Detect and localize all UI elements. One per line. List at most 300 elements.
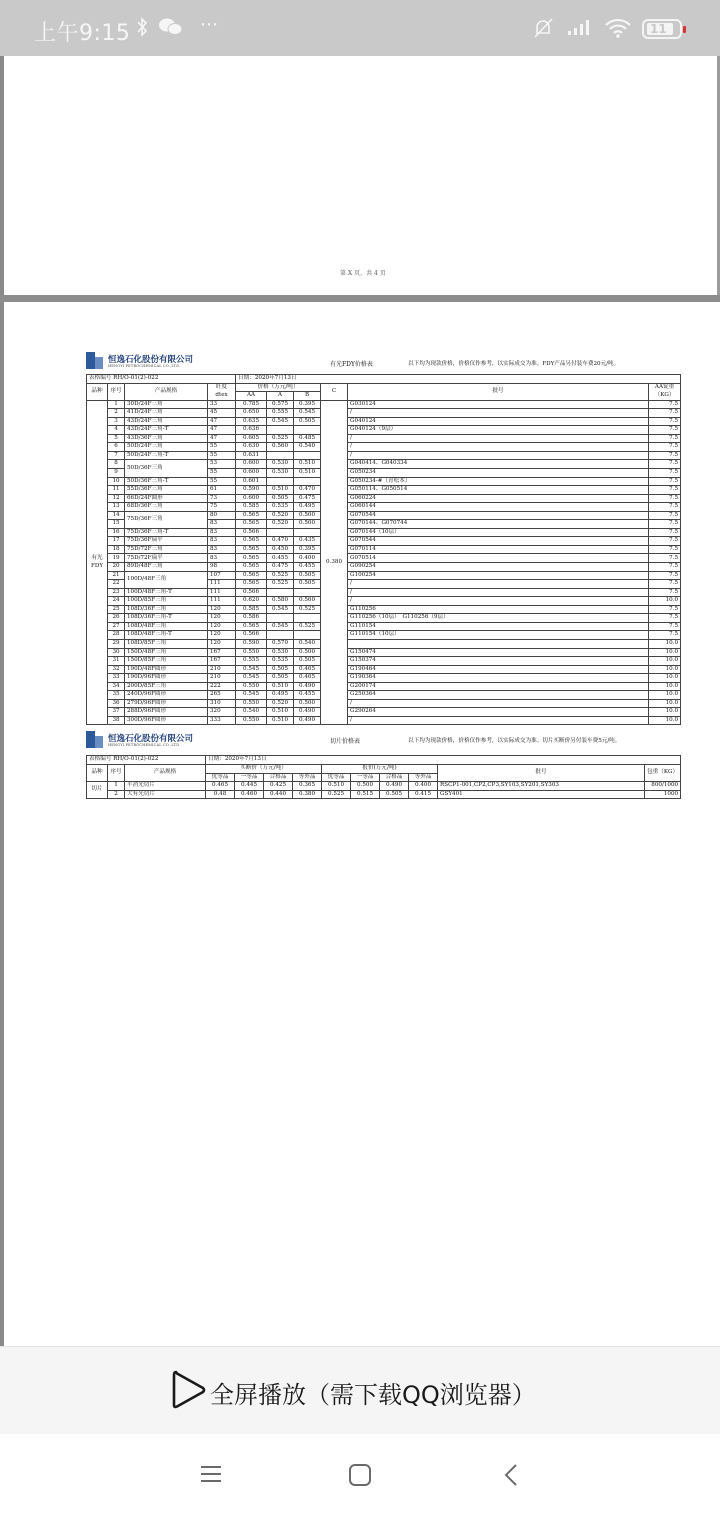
price-b-cell: 0.505 [294, 571, 321, 580]
fdy-note: 以下均为现款价格，价格仅作参考，以实际成交为准。FDY产品另付装车费20元/吨。 [408, 361, 620, 367]
batch-cell: / [348, 451, 649, 460]
price-aa-cell: 0.601 [236, 477, 267, 486]
battery-level: 11 [650, 22, 667, 36]
seq-cell: 21 [108, 571, 125, 580]
price-a-cell: 0.510 [267, 716, 294, 725]
price-b-cell [294, 631, 321, 640]
fdy-header [86, 352, 680, 374]
price-a-cell: 0.545 [267, 417, 294, 426]
price-b-cell: 0.485 [294, 434, 321, 443]
batch-cell: G070144、G070744 [348, 520, 649, 529]
spec-cell: 200D/85F三角 [125, 682, 208, 691]
price-aa-cell: 0.565 [236, 554, 267, 563]
seq-cell: 30 [108, 648, 125, 657]
price-b-cell: 0.500 [294, 699, 321, 708]
header-variety: 品种 [87, 764, 108, 781]
price-a-cell: 0.505 [267, 665, 294, 674]
price-aa-cell: 0.566 [236, 528, 267, 537]
batch-cell: G110256 [348, 605, 649, 614]
weight-cell: 10.0 [649, 597, 681, 606]
seq-cell: 29 [108, 639, 125, 648]
company-name-en: HENGYI PETROCHEMICAL CO.,LTD. [108, 743, 181, 748]
spec-cell: 43D/24F三角 [125, 417, 208, 426]
header-seq: 序号 [108, 764, 125, 781]
home-icon[interactable] [347, 1462, 377, 1492]
price-cell: 0.400 [409, 782, 438, 791]
wifi-icon [604, 17, 632, 44]
fineness-cell: 120 [208, 639, 236, 648]
fineness-cell: 61 [208, 486, 236, 495]
price-a-cell [267, 451, 294, 460]
spec-cell: 300D/96F圆形 [125, 716, 208, 725]
price-b-cell: 0.400 [294, 554, 321, 563]
fineness-cell: 107 [208, 571, 236, 580]
price-a-cell: 0.520 [267, 520, 294, 529]
price-a-cell: 0.570 [267, 639, 294, 648]
price-aa-cell: 0.585 [236, 503, 267, 512]
price-aa-cell: 0.566 [236, 631, 267, 640]
header-price: 价格（万元/吨） [236, 383, 321, 392]
table-row [87, 503, 681, 512]
table-row [87, 545, 681, 554]
fineness-cell: 167 [208, 657, 236, 666]
batch-cell: G050234 [348, 469, 649, 478]
weight-cell: 10.0 [649, 682, 681, 691]
seq-cell: 4 [108, 426, 125, 435]
header-grade-1: 优等品 [206, 773, 235, 782]
fineness-cell: 111 [208, 588, 236, 597]
price-aa-cell: 0.540 [236, 708, 267, 717]
price-cell: 0.440 [264, 790, 293, 799]
spec-cell: 108D/36F三角-T [125, 614, 208, 623]
spec-cell: 75D/36F三角 [125, 511, 208, 528]
batch-cell: G190364 [348, 674, 649, 683]
weight-cell: 10.0 [649, 648, 681, 657]
weight-cell: 10.0 [649, 657, 681, 666]
bluetooth-icon [136, 17, 148, 42]
table-row [87, 790, 681, 799]
table-row [87, 400, 681, 409]
price-aa-cell: 0.585 [236, 605, 267, 614]
price-aa-cell: 0.605 [236, 434, 267, 443]
batch-cell: G060144 [348, 503, 649, 512]
price-b-cell: 0.395 [294, 400, 321, 409]
price-aa-cell: 0.600 [236, 469, 267, 478]
batch-cell: / [348, 443, 649, 452]
weight-cell: 7.5 [649, 417, 681, 426]
spec-cell: 68D/36F三角 [125, 503, 208, 512]
header-batch: 批号 [438, 764, 645, 781]
price-aa-cell: 0.550 [236, 699, 267, 708]
price-cell: 0.415 [409, 790, 438, 799]
header-quote: 报价(万元/吨) [322, 764, 438, 773]
table-row [87, 631, 681, 640]
more-notifications-icon: ··· [200, 14, 219, 36]
fineness-cell: 83 [208, 554, 236, 563]
price-cell: 0.510 [322, 782, 351, 791]
price-a-cell: 0.450 [267, 545, 294, 554]
price-a-cell: 0.510 [267, 486, 294, 495]
price-b-cell [294, 451, 321, 460]
fineness-cell: 265 [208, 691, 236, 700]
header-seq: 序号 [108, 383, 125, 400]
price-a-cell: 0.520 [267, 511, 294, 520]
spec-cell: 大有光切片 [125, 790, 206, 799]
weight-cell: 10.0 [649, 716, 681, 725]
seq-cell: 18 [108, 545, 125, 554]
weight-cell: 10.0 [649, 708, 681, 717]
page-separator [0, 295, 720, 302]
table-row [87, 657, 681, 666]
weight-cell: 7.5 [649, 622, 681, 631]
fineness-cell: 73 [208, 494, 236, 503]
batch-cell: G150374 [348, 657, 649, 666]
weight-cell: 1000 [645, 790, 681, 799]
batch-cell: G150474 [348, 648, 649, 657]
battery-icon [642, 19, 682, 39]
spec-cell: 150D/48F三角 [125, 648, 208, 657]
seq-cell: 32 [108, 665, 125, 674]
variety-cell: 切片 [87, 782, 108, 799]
play-icon[interactable] [172, 1369, 206, 1411]
form-date: 日期：2020年7月13日 [236, 375, 681, 384]
seq-cell: 28 [108, 631, 125, 640]
price-b-cell: 0.500 [294, 648, 321, 657]
spec-cell: 108D/48F三角-T [125, 631, 208, 640]
seq-cell: 31 [108, 657, 125, 666]
header-spec: 产品规格 [125, 764, 206, 781]
batch-cell: G050234-#（青松本） [348, 477, 649, 486]
price-b-cell: 0.540 [294, 639, 321, 648]
weight-cell: 7.5 [649, 528, 681, 537]
price-b-cell [294, 588, 321, 597]
header-weight: AA锭重（KG） [649, 383, 681, 400]
fineness-cell: 120 [208, 622, 236, 631]
seq-cell: 2 [108, 790, 125, 799]
table-row [87, 409, 681, 418]
table-row [87, 460, 681, 469]
company-logo-icon [86, 731, 104, 748]
table-row [87, 417, 681, 426]
price-b-cell: 0.490 [294, 682, 321, 691]
header-grade-a: A [267, 392, 294, 401]
price-aa-cell: 0.785 [236, 400, 267, 409]
fdy-price-table [86, 374, 681, 725]
table-row [87, 614, 681, 623]
batch-cell: G100254 [348, 571, 649, 580]
price-a-cell: 0.575 [267, 400, 294, 409]
spec-cell: 279D/96F圆形 [125, 699, 208, 708]
fineness-cell: 120 [208, 614, 236, 623]
price-cell: 0.490 [380, 782, 409, 791]
price-b-cell: 0.510 [294, 460, 321, 469]
weight-cell: 7.5 [649, 631, 681, 640]
price-a-cell: 0.580 [267, 597, 294, 606]
table-row [87, 486, 681, 495]
batch-cell: / [348, 699, 649, 708]
fineness-cell: 120 [208, 605, 236, 614]
weight-cell: 800/1000 [645, 782, 681, 791]
price-cell: 0.365 [293, 782, 322, 791]
form-date: 日期：2020年7月13日 [206, 756, 681, 765]
price-aa-cell: 0.586 [236, 614, 267, 623]
seq-cell: 36 [108, 699, 125, 708]
price-b-cell: 0.465 [294, 665, 321, 674]
weight-cell: 7.5 [649, 494, 681, 503]
company-name-en: HENGYI PETROCHEMICAL CO.,LTD. [108, 364, 181, 368]
seq-cell: 6 [108, 443, 125, 452]
price-cell: 0.48 [206, 790, 235, 799]
header-grade-3: 合格品 [380, 773, 409, 782]
seq-cell: 33 [108, 674, 125, 683]
table-row [87, 571, 681, 580]
price-aa-cell: 0.600 [236, 494, 267, 503]
fineness-cell: 55 [208, 443, 236, 452]
spec-cell: 240D/96F圆形 [125, 691, 208, 700]
spec-cell: 100D/85F三角 [125, 597, 208, 606]
page-number: 第 X 页，共 4 页 [340, 270, 386, 277]
header-variety: 品种 [87, 383, 108, 400]
status-time: 上午9:15 [34, 21, 131, 46]
fineness-cell: 33 [208, 400, 236, 409]
batch-cell: GSY401 [438, 790, 645, 799]
spec-cell: 108D/48F三角 [125, 622, 208, 631]
fineness-cell: 47 [208, 426, 236, 435]
price-a-cell: 0.525 [267, 434, 294, 443]
price-b-cell: 0.525 [294, 622, 321, 631]
form-number: 表格编号 RH/O-01(2)-022 [87, 375, 236, 384]
seq-cell: 19 [108, 554, 125, 563]
fineness-cell: 222 [208, 682, 236, 691]
seq-cell: 13 [108, 503, 125, 512]
chip-price-table [86, 755, 681, 799]
spec-cell: 150D/85F三角 [125, 657, 208, 666]
variety-cell: 有光FDY [87, 400, 108, 725]
price-b-cell: 0.505 [294, 417, 321, 426]
fineness-cell: 333 [208, 716, 236, 725]
seq-cell: 14 [108, 511, 125, 520]
price-a-cell: 0.530 [267, 469, 294, 478]
seq-cell: 27 [108, 622, 125, 631]
spec-cell: 100D/48F三角 [125, 571, 208, 588]
batch-cell: G050114、G050514 [348, 486, 649, 495]
document-viewer[interactable] [0, 56, 720, 1346]
table-row [87, 674, 681, 683]
system-navigation-bar [0, 1434, 720, 1520]
batch-cell: / [348, 716, 649, 725]
page-edge [0, 56, 4, 1346]
price-cell: 0.465 [206, 782, 235, 791]
weight-cell: 7.5 [649, 477, 681, 486]
back-icon[interactable] [500, 1462, 530, 1492]
batch-cell: G110154（10层） [348, 631, 649, 640]
batch-cell: RSCP1-001,CP2,CP3,SY103,SY201,SY303 [438, 782, 645, 791]
fineness-cell: 83 [208, 520, 236, 529]
price-aa-cell: 0.636 [236, 426, 267, 435]
price-cell: 0.380 [293, 790, 322, 799]
header-grade-aa: AA [236, 392, 267, 401]
table-row [87, 665, 681, 674]
table-row [87, 426, 681, 435]
price-aa-cell: 0.620 [236, 597, 267, 606]
spec-cell: 50D/36F三角 [125, 460, 208, 477]
weight-cell: 10.0 [649, 691, 681, 700]
price-a-cell: 0.525 [267, 580, 294, 589]
spec-cell: 41D/24F三角 [125, 409, 208, 418]
price-aa-cell: 0.565 [236, 545, 267, 554]
price-b-cell: 0.500 [294, 511, 321, 520]
price-a-cell: 0.505 [267, 674, 294, 683]
spec-cell: 半消光切片 [125, 782, 206, 791]
fineness-cell: 53 [208, 460, 236, 469]
table-row [87, 648, 681, 657]
price-b-cell: 0.500 [294, 520, 321, 529]
header-grade-b: B [294, 392, 321, 401]
table-row [87, 622, 681, 631]
batch-cell: G290264 [348, 708, 649, 717]
seq-cell: 38 [108, 716, 125, 725]
signal-icon [566, 17, 596, 42]
weight-cell: 7.5 [649, 545, 681, 554]
price-aa-cell: 0.600 [236, 460, 267, 469]
price-b-cell: 0.470 [294, 486, 321, 495]
header-batch: 批号 [348, 383, 649, 400]
batch-cell: / [348, 434, 649, 443]
price-a-cell: 0.495 [267, 691, 294, 700]
price-b-cell [294, 528, 321, 537]
spec-cell: 75D/36F三角-T [125, 528, 208, 537]
spec-cell: 30D/24F三角 [125, 400, 208, 409]
spec-cell: 190D/48F圆形 [125, 665, 208, 674]
table-row [87, 434, 681, 443]
price-b-cell: 0.465 [294, 674, 321, 683]
weight-cell: 7.5 [649, 554, 681, 563]
spec-cell: 108D/36F三角 [125, 605, 208, 614]
weight-cell: 7.5 [649, 571, 681, 580]
fdy-title: 有光FDY价格表 [330, 361, 373, 368]
fullscreen-play-bar[interactable] [0, 1346, 720, 1434]
table-row [87, 451, 681, 460]
header-grade-3: 合格品 [264, 773, 293, 782]
table-row [87, 554, 681, 563]
seq-cell: 10 [108, 477, 125, 486]
header-spec: 产品规格 [125, 383, 208, 400]
table-row [87, 716, 681, 725]
weight-cell: 7.5 [649, 503, 681, 512]
table-row [87, 708, 681, 717]
weight-cell: 7.5 [649, 563, 681, 572]
price-aa-cell: 0.650 [236, 409, 267, 418]
price-aa-cell: 0.545 [236, 674, 267, 683]
seq-cell: 3 [108, 417, 125, 426]
price-b-cell: 0.490 [294, 708, 321, 717]
status-bar [0, 0, 720, 56]
price-aa-cell: 0.550 [236, 682, 267, 691]
seq-cell: 23 [108, 588, 125, 597]
seq-cell: 12 [108, 494, 125, 503]
price-a-cell [267, 614, 294, 623]
table-row [87, 639, 681, 648]
weight-cell: 10.0 [649, 674, 681, 683]
seq-cell: 11 [108, 486, 125, 495]
batch-cell: G090254 [348, 563, 649, 572]
price-aa-cell: 0.550 [236, 648, 267, 657]
price-aa-cell: 0.545 [236, 691, 267, 700]
spec-cell: 100D/48F三角-T [125, 588, 208, 597]
price-b-cell [294, 614, 321, 623]
header-grade-1: 优等品 [322, 773, 351, 782]
price-a-cell: 0.530 [267, 648, 294, 657]
price-cell: 0.515 [351, 790, 380, 799]
weight-cell: 7.5 [649, 588, 681, 597]
table-row [87, 537, 681, 546]
seq-cell: 25 [108, 605, 125, 614]
spec-cell: 288D/96F圆形 [125, 708, 208, 717]
batch-cell: / [348, 580, 649, 589]
seq-cell: 7 [108, 451, 125, 460]
price-b-cell: 0.560 [294, 597, 321, 606]
header-weight: 包重（KG） [645, 764, 681, 781]
weight-cell: 7.5 [649, 511, 681, 520]
fineness-cell: 80 [208, 511, 236, 520]
chip-title: 切片价格表 [330, 738, 361, 746]
price-aa-cell: 0.555 [236, 657, 267, 666]
seq-cell: 5 [108, 434, 125, 443]
batch-cell: G030124 [348, 400, 649, 409]
batch-cell: G200174 [348, 682, 649, 691]
weight-cell: 7.5 [649, 409, 681, 418]
spec-cell: 43D/36F三角 [125, 434, 208, 443]
price-cell: 0.505 [380, 790, 409, 799]
header-grade-c: C [321, 383, 348, 400]
spec-cell: 66D/24F圆形 [125, 494, 208, 503]
price-a-cell: 0.505 [267, 494, 294, 503]
price-b-cell: 0.510 [294, 469, 321, 478]
header-grade-4: 等外品 [409, 773, 438, 782]
fullscreen-play-label[interactable]: 全屏播放（需下载QQ浏览器） [210, 1381, 536, 1409]
spec-cell: 75D/72F扁平 [125, 554, 208, 563]
price-aa-cell: 0.590 [236, 639, 267, 648]
weight-cell: 7.5 [649, 520, 681, 529]
weight-cell: 7.5 [649, 486, 681, 495]
price-a-cell: 0.510 [267, 682, 294, 691]
fineness-cell: 120 [208, 631, 236, 640]
price-a-cell [267, 477, 294, 486]
price-a-cell: 0.525 [267, 571, 294, 580]
menu-icon[interactable] [198, 1462, 228, 1492]
price-aa-cell: 0.631 [236, 451, 267, 460]
fineness-cell: 83 [208, 537, 236, 546]
price-b-cell: 0.525 [294, 605, 321, 614]
price-aa-cell: 0.630 [236, 443, 267, 452]
batch-cell: G070114 [348, 545, 649, 554]
fineness-cell: 111 [208, 597, 236, 606]
table-row [87, 682, 681, 691]
price-b-cell: 0.455 [294, 563, 321, 572]
weight-cell: 7.5 [649, 400, 681, 409]
seq-cell: 1 [108, 782, 125, 791]
weight-cell: 7.5 [649, 426, 681, 435]
table-row [87, 699, 681, 708]
company-name: 恒逸石化股份有限公司 [108, 734, 194, 745]
table-row [87, 588, 681, 597]
batch-cell: G070544 [348, 537, 649, 546]
spec-cell: 50D/24F三角 [125, 443, 208, 452]
seq-cell: 20 [108, 563, 125, 572]
price-a-cell: 0.520 [267, 699, 294, 708]
batch-cell: G060224 [348, 494, 649, 503]
spec-cell: 50D/24F三角-T [125, 451, 208, 460]
